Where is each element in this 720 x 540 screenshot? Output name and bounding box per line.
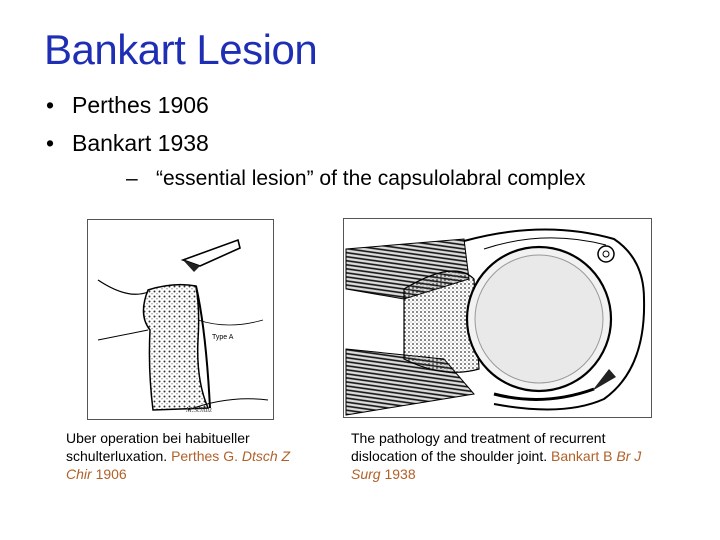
caption-journal: Br J Surg — [351, 448, 642, 482]
bullet-text: Bankart 1938 — [72, 130, 209, 156]
bullet-text: Perthes 1906 — [72, 92, 209, 118]
caption-journal: Dtsch Z Chir — [66, 448, 291, 482]
type-label: Type A — [212, 334, 234, 341]
artist-signature: M.Schulz — [186, 406, 212, 414]
perthes-caption — [66, 429, 296, 483]
caption-year: 1906 — [95, 466, 127, 482]
caption-year: 1938 — [384, 466, 416, 482]
caption-author: Bankart B — [551, 448, 613, 464]
bullet-marker: • — [46, 130, 55, 156]
caption-title: The pathology and treatment of recurrent dislocation of the shoulder joint. — [351, 430, 606, 464]
bullet-marker: • — [46, 92, 55, 118]
shoulder-joint-drawing — [344, 219, 651, 417]
bankart-caption — [351, 429, 656, 483]
caption-title: Uber operation bei habitueller schulterluxation. — [66, 430, 250, 464]
caption-author: Perthes G. — [171, 448, 238, 464]
perthes-illustration — [87, 219, 274, 420]
sub-bullet-text: “essential lesion” of the capsulolabral complex — [156, 167, 586, 190]
bullet-perthes — [46, 92, 209, 119]
glenoid-drawing — [88, 220, 273, 419]
sub-bullet-essential-lesion — [126, 167, 586, 191]
bullet-bankart — [46, 130, 209, 157]
sub-bullet-marker: – — [126, 167, 138, 190]
slide-title: Bankart Lesion — [44, 26, 318, 73]
bankart-illustration — [343, 218, 652, 418]
